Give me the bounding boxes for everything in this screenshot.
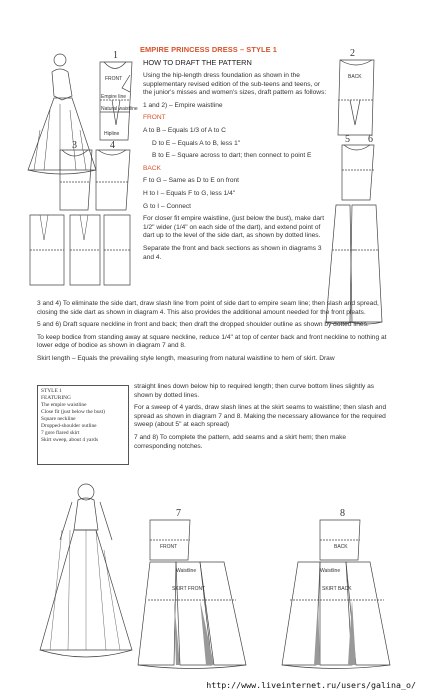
body-para-1: 3 and 4) To eliminate the side dart, draw slash line from point of side dart to empire seam line; then slash and spread, closing the side dart as shown in diagram 4. This also provides the additional amount needed for the front pleats.: [37, 300, 379, 316]
step-1-2: 1 and 2) – Empire waistline: [143, 101, 223, 109]
label-back: BACK: [348, 74, 362, 80]
diagram-number-4: 4: [110, 140, 115, 151]
label-waistline-7: Waistline: [176, 568, 197, 574]
skirt-length-rest: straight lines down below hip to required length; then curve bottom lines slightly as shown by dotted lines.: [134, 383, 375, 399]
label-waistline-8: Waistline: [320, 568, 341, 574]
diagram-number-7: 7: [176, 508, 181, 519]
diagram-number-3: 3: [72, 140, 77, 151]
style-box-line: Close fit (just below the bust): [41, 409, 105, 415]
back-line-2: H to I – Equals F to G, less 1/4": [143, 189, 236, 197]
diagram-number-8: 8: [340, 508, 345, 519]
diagram-number-1: 1: [113, 50, 118, 61]
label-skirt-front: SKIRT FRONT: [172, 586, 206, 592]
style-box-line: STYLE 1: [41, 388, 62, 394]
front-line-1: A to B – Equals 1/3 of A to C: [143, 126, 226, 134]
style-box: [37, 385, 129, 465]
skirt-length-first: Skirt length – Equals the prevailing style length, measuring from natural waistline to hem of skirt. Draw: [37, 354, 335, 362]
style-box-line: Dropped-shoulder outline: [41, 423, 97, 429]
label-front-7: FRONT: [160, 544, 178, 550]
style-box-line: The empire waistline: [41, 402, 87, 408]
source-url: http://www.liveinternet.ru/users/galina_o/: [206, 680, 416, 690]
back-line-1: F to G – Same as D to E on front: [143, 177, 240, 185]
front-line-3: B to E – Square across to dart; then connect to point E: [152, 152, 312, 160]
front-heading: FRONT: [143, 114, 166, 122]
body-para-2: 5 and 6) Draft square neckline in front and back; then draft the dropped shoulder outline as shown by dotted lines.: [37, 321, 369, 329]
instructions-column: [143, 72, 331, 266]
label-hipline: Hipline: [104, 131, 120, 137]
label-front: FRONT: [105, 76, 123, 82]
page-title: EMPIRE PRINCESS DRESS – STYLE 1: [140, 45, 277, 54]
label-natural-waistline: Natural waistline: [101, 106, 138, 112]
diagram-number-2: 2: [350, 48, 355, 59]
style-box-line: FEATURING: [41, 395, 71, 401]
diagram-number-5: 5: [345, 134, 350, 145]
sweep-para: For a sweep of 4 yards, draw slash lines at the skirt seams to waistline; then slash and spread as shown in diagram 7 and 8. Making the necessary allowance for the required sweep (about 5" at each spread): [134, 404, 387, 429]
intro-text: Using the hip-length dress foundation as shown in the supplementary revised edition of the sub-teens and teens, or the junior's misses and women's sizes, draft pattern as follows:: [143, 72, 327, 97]
front-line-2: D to E – Equals A to B, less 1": [152, 139, 241, 147]
back-heading: BACK: [143, 164, 161, 172]
back-line-5: Separate the front and back sections as shown in diagrams 3 and 4.: [143, 244, 322, 261]
body-text: [37, 300, 387, 364]
body-para-3: To keep bodice from standing away at square neckline, reduce 1/4" at top of center back and front neckline to nothing at lower edge of bodice as shown in diagram 7 and 8.: [37, 333, 387, 350]
back-line-4: For closer fit empire waistline, (just below the bust), make dart 1/2" wider (1/4" on each side of the dart), and extend point of dart up to the level of the side dart, as shown by dotted lines.: [143, 215, 325, 240]
back-line-3: G to I – Connect: [143, 202, 192, 210]
skirt-text: [134, 383, 387, 455]
label-empire-line: Empire line: [101, 94, 127, 100]
page-subtitle: HOW TO DRAFT THE PATTERN: [143, 58, 252, 67]
style-box-line: 7 gore flared skirt: [41, 430, 80, 436]
label-back-8: BACK: [334, 544, 348, 550]
style-box-line: Square neckline: [41, 416, 76, 422]
style-box-line: Skirt sweep, about 4 yards: [41, 437, 99, 443]
final-para: 7 and 8) To complete the pattern, add seams and a skirt hem; then make corresponding notches.: [134, 433, 347, 450]
diagram-number-6: 6: [368, 134, 373, 145]
label-skirt-back: SKIRT BACK: [322, 586, 352, 592]
